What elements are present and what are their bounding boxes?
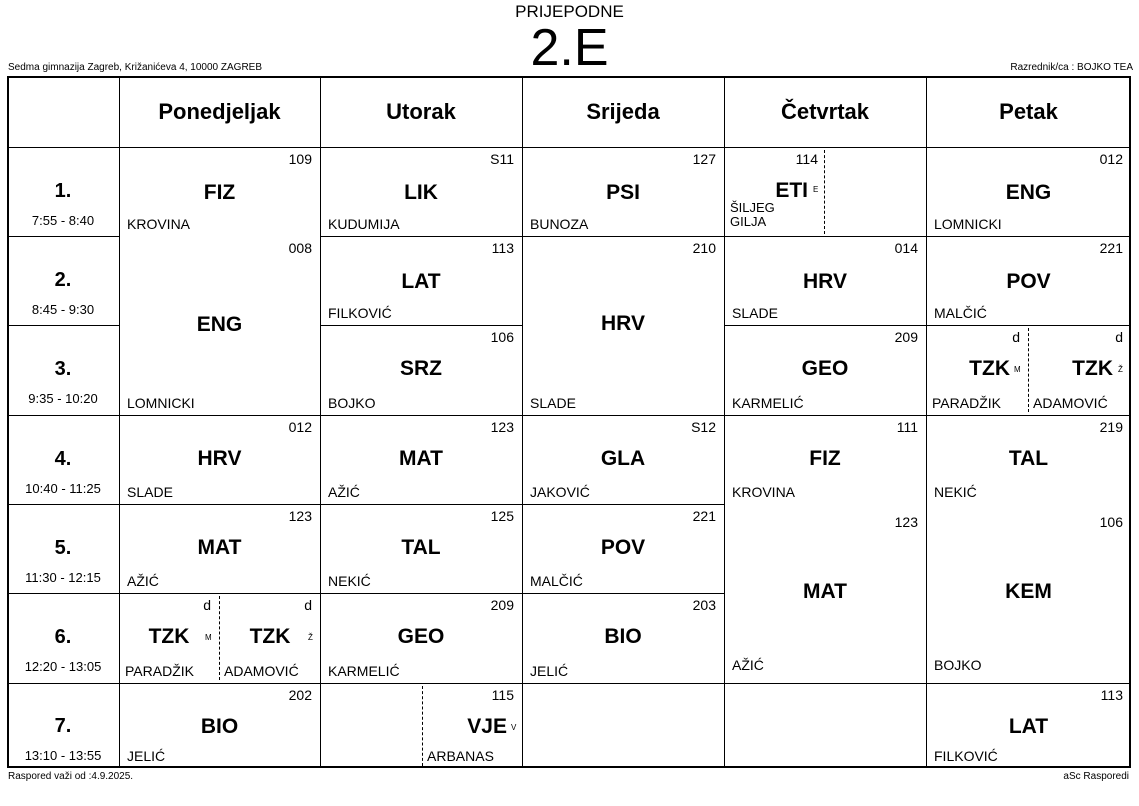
room-number: 209: [894, 329, 918, 345]
room-number: d: [304, 597, 312, 613]
lesson-fri-7[interactable]: [926, 683, 1131, 768]
subject: LAT: [401, 270, 441, 293]
subject: BIO: [200, 715, 239, 738]
lesson-tue-7[interactable]: [423, 683, 522, 768]
period-time: 12:20 - 13:05: [24, 659, 102, 674]
room-number: 113: [491, 240, 514, 256]
subject: ENG: [1005, 181, 1052, 204]
lesson-fri-5-6[interactable]: [926, 504, 1131, 683]
room-number: 209: [490, 597, 514, 613]
period-time: 8:45 - 9:30: [31, 302, 95, 317]
teacher: ARBANAS: [427, 748, 494, 764]
room-number: 012: [288, 419, 312, 435]
lesson-thu-5-6[interactable]: [724, 504, 926, 683]
period-number: 7.: [54, 715, 72, 737]
group-label: M: [1014, 365, 1021, 374]
subject: FIZ: [809, 447, 841, 470]
subject: GEO: [397, 625, 445, 648]
group-label: E: [813, 185, 819, 194]
room-number: S11: [490, 151, 514, 167]
teacher: AŽIĆ: [732, 657, 764, 673]
teacher: JELIĆ: [530, 663, 569, 679]
period-number: 6.: [54, 626, 72, 648]
school-name: Sedma gimnazija Zagreb, Križanićeva 4, 10000 ZAGREB: [8, 62, 263, 73]
group-label: Ž: [1118, 365, 1123, 374]
teacher: MALČIĆ: [530, 573, 583, 589]
teacher: BOJKO: [328, 395, 376, 411]
class-title: 2.E: [530, 19, 609, 77]
period-number: 5.: [54, 537, 72, 559]
room-number: 123: [894, 514, 918, 530]
lesson-wed-5[interactable]: [522, 504, 724, 593]
teacher: FILKOVIĆ: [328, 305, 392, 321]
subject: LAT: [1008, 715, 1049, 738]
subject: HRV: [803, 270, 847, 293]
teacher: SLADE: [530, 395, 576, 411]
room-number: 113: [1100, 687, 1123, 703]
lesson-tue-6[interactable]: [320, 593, 522, 683]
valid-from: Raspored važi od :4.9.2025.: [8, 771, 134, 782]
subject: SRZ: [400, 357, 442, 380]
period-time: 13:10 - 13:55: [24, 748, 102, 763]
software-credit: aSc Rasporedi: [1063, 771, 1129, 782]
teacher: NEKIĆ: [328, 573, 371, 589]
period-time: 9:35 - 10:20: [28, 391, 98, 406]
homeroom-teacher: Razrednik/ca : BOJKO TEA: [1010, 62, 1133, 73]
subject: POV: [1006, 270, 1051, 293]
room-number: 125: [490, 508, 514, 524]
teacher: KUDUMIJA: [328, 216, 400, 232]
teacher: GILJA: [730, 214, 767, 229]
period-number: 4.: [54, 448, 72, 470]
room-number: 106: [490, 329, 514, 345]
teacher: BUNOZA: [530, 216, 589, 232]
lesson-wed-4[interactable]: [522, 415, 724, 504]
lesson-thu-4[interactable]: [724, 415, 926, 504]
period-time: 10:40 - 11:25: [25, 481, 101, 496]
grid-line: [7, 325, 119, 326]
group-divider: [824, 150, 825, 234]
teacher: JELIĆ: [127, 748, 166, 764]
lesson-tue-5[interactable]: [320, 504, 522, 593]
lesson-thu-2[interactable]: [724, 236, 926, 325]
room-number: 106: [1099, 514, 1123, 530]
period-number: 1.: [54, 180, 72, 202]
period-time: 7:55 - 8:40: [31, 213, 95, 228]
lesson-wed-6[interactable]: [522, 593, 724, 683]
subject: ETI: [775, 179, 808, 202]
lesson-fri-3-group-m[interactable]: [926, 325, 1028, 415]
room-number: 210: [692, 240, 716, 256]
lesson-wed-2-3[interactable]: [522, 236, 724, 415]
room-number: 219: [1099, 419, 1123, 435]
lesson-wed-1[interactable]: [522, 147, 724, 236]
lesson-tue-1[interactable]: [320, 147, 522, 236]
teacher: KARMELIĆ: [328, 663, 400, 679]
teacher: ADAMOVIĆ: [1033, 395, 1108, 411]
teacher: LOMNICKI: [934, 216, 1002, 232]
teacher: AŽIĆ: [127, 573, 159, 589]
teacher: PARADŽIK: [932, 395, 1001, 411]
teacher: KROVINA: [732, 484, 796, 500]
lesson-tue-3[interactable]: [320, 325, 522, 415]
lesson-fri-1[interactable]: [926, 147, 1131, 236]
subject: BIO: [604, 625, 642, 648]
teacher: KARMELIĆ: [732, 395, 804, 411]
room-number: 123: [288, 508, 312, 524]
day-header-wednesday: Srijeda: [586, 99, 660, 124]
teacher: SLADE: [127, 484, 173, 500]
subject: TAL: [401, 536, 441, 559]
subject: TZK: [1072, 357, 1113, 380]
teacher: LOMNICKI: [127, 395, 195, 411]
lesson-fri-4[interactable]: [926, 415, 1131, 504]
teacher: FILKOVIĆ: [934, 748, 998, 764]
teacher: JAKOVIĆ: [530, 484, 590, 500]
subject: POV: [600, 536, 646, 559]
lesson-tue-2[interactable]: [320, 236, 522, 325]
subject: GEO: [801, 357, 849, 380]
lesson-mon-7[interactable]: [119, 683, 320, 768]
day-header-friday: Petak: [999, 99, 1058, 124]
lesson-mon-2-3[interactable]: [119, 236, 320, 415]
lesson-thu-3[interactable]: [724, 325, 926, 415]
group-label: Ž: [308, 633, 313, 642]
room-number: 109: [288, 151, 312, 167]
room-number: 008: [288, 240, 312, 256]
teacher: PARADŽIK: [125, 663, 194, 679]
subject: TZK: [148, 625, 190, 648]
group-label: M: [205, 633, 212, 642]
teacher: NEKIĆ: [934, 484, 977, 500]
lesson-mon-1[interactable]: [119, 147, 320, 236]
room-number: 127: [692, 151, 716, 167]
subject: LIK: [404, 181, 438, 204]
teacher: SLADE: [732, 305, 778, 321]
lesson-mon-4[interactable]: [119, 415, 320, 504]
day-header-thursday: Četvrtak: [780, 99, 870, 124]
lesson-thu-1[interactable]: [724, 147, 824, 236]
teacher: ŠILJEG: [730, 200, 775, 215]
subject: HRV: [197, 447, 242, 470]
period-time: 11:30 - 12:15: [25, 570, 101, 585]
lesson-mon-6-group-z[interactable]: [220, 593, 320, 683]
subject: FIZ: [203, 181, 236, 204]
teacher: BOJKO: [934, 657, 982, 673]
room-number: 114: [795, 151, 818, 167]
grid-line: [7, 236, 119, 237]
subject: MAT: [803, 580, 847, 603]
period-number: 2.: [54, 269, 72, 291]
room-number: 014: [894, 240, 918, 256]
subject: VJE: [467, 715, 507, 738]
subject: MAT: [197, 536, 242, 559]
lesson-fri-2[interactable]: [926, 236, 1131, 325]
group-label: V: [511, 723, 517, 732]
room-number: 111: [896, 419, 918, 435]
room-number: 115: [491, 687, 514, 703]
subject: PSI: [606, 181, 640, 204]
room-number: 221: [1099, 240, 1123, 256]
teacher: KROVINA: [127, 216, 191, 232]
day-header-tuesday: Utorak: [386, 99, 456, 124]
period-number: 3.: [54, 358, 72, 380]
lesson-tue-4[interactable]: [320, 415, 522, 504]
room-number: d: [1012, 329, 1020, 345]
room-number: 123: [490, 419, 514, 435]
subject: TAL: [1008, 447, 1049, 470]
teacher: MALČIĆ: [934, 305, 987, 321]
teacher: ADAMOVIĆ: [224, 663, 299, 679]
room-number: d: [203, 597, 211, 613]
lesson-mon-5[interactable]: [119, 504, 320, 593]
subject: TZK: [249, 625, 291, 648]
room-number: 202: [288, 687, 312, 703]
subject: TZK: [969, 357, 1010, 380]
lesson-mon-6-group-m[interactable]: [119, 593, 219, 683]
room-number: 012: [1099, 151, 1123, 167]
room-number: 203: [692, 597, 716, 613]
room-number: d: [1115, 329, 1123, 345]
subject: GLA: [600, 447, 646, 470]
room-number: S12: [691, 419, 716, 435]
teacher: AŽIĆ: [328, 484, 360, 500]
subject: HRV: [601, 312, 645, 335]
lesson-fri-3-group-z[interactable]: [1029, 325, 1131, 415]
room-number: 221: [692, 508, 716, 524]
subject: ENG: [196, 313, 243, 336]
shift-label: PRIJEPODNE: [515, 2, 624, 21]
day-header-monday: Ponedjeljak: [158, 99, 281, 124]
subject: KEM: [1005, 580, 1052, 603]
subject: MAT: [399, 447, 443, 470]
